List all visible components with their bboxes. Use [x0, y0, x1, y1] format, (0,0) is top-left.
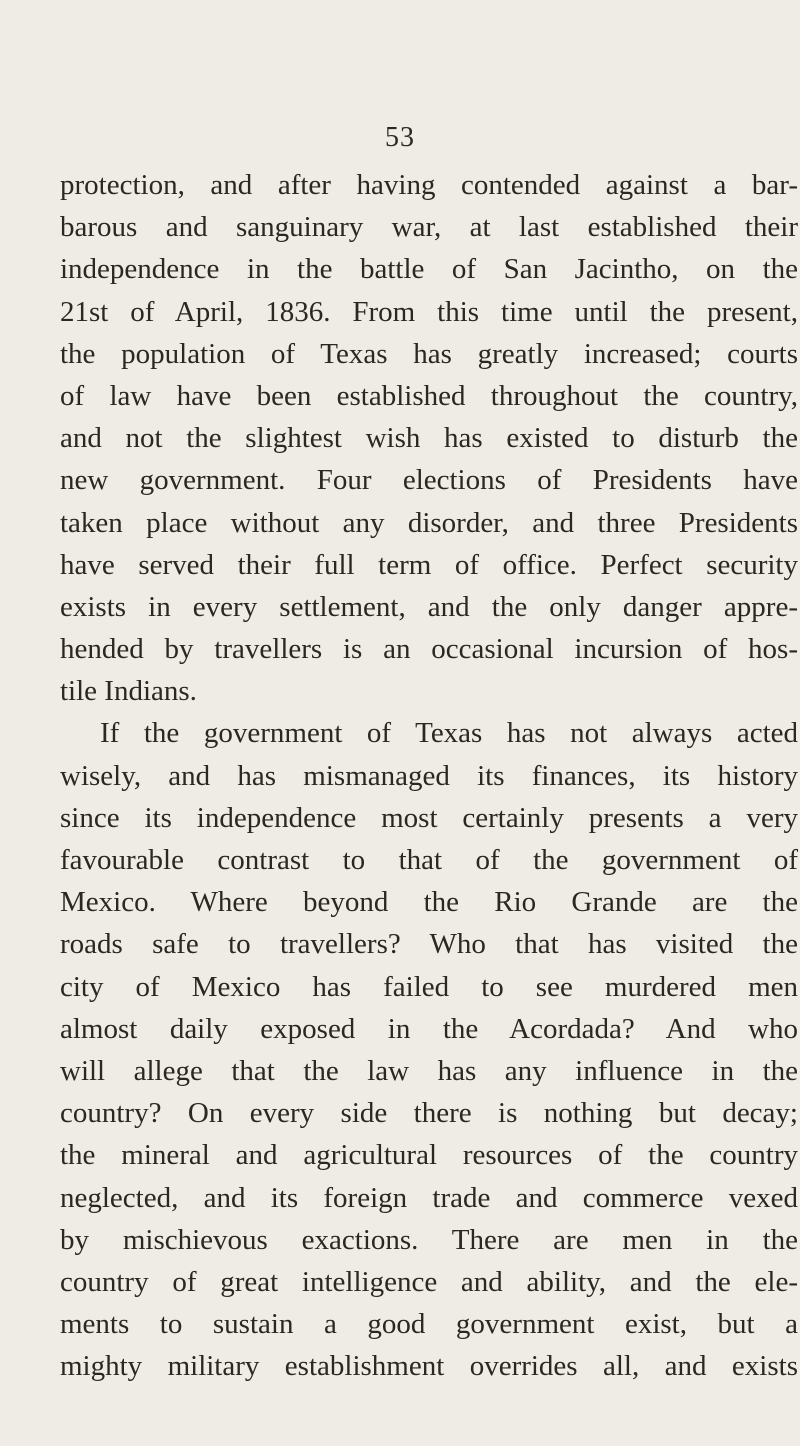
text-line: Mexico. Where beyond the Rio Grande are the [60, 886, 798, 919]
paragraph-end-line: tile Indians. [60, 675, 197, 708]
text-line: independence in the battle of San Jacintho, on the [60, 253, 798, 286]
text-line: the mineral and agricultural resources of the country [60, 1139, 798, 1172]
text-line: since its independence most certainly presents a very [60, 801, 798, 834]
text-line: new government. Four elections of Presidents have [60, 464, 798, 497]
text-line: taken place without any disorder, and three Presidents [60, 506, 798, 539]
text-line: city of Mexico has failed to see murdered men [60, 970, 798, 1003]
text-line: exists in every settlement, and the only danger appre- [60, 590, 798, 623]
text-line: mighty military establishment overrides all, and exists [60, 1350, 798, 1383]
page-number: 53 [385, 122, 415, 153]
text-line: neglected, and its foreign trade and commerce vexed [60, 1181, 798, 1214]
text-line: will allege that the law has any influence in the [60, 1054, 798, 1087]
text-line: country? On every side there is nothing but decay; [60, 1097, 798, 1130]
text-line: barous and sanguinary war, at last established their [60, 211, 798, 244]
text-line: roads safe to travellers? Who that has visited the [60, 928, 798, 961]
text-line: ments to sustain a good government exist, but a [60, 1308, 798, 1341]
text-line: of law have been established throughout the country, [60, 379, 798, 412]
text-line: 21st of April, 1836. From this time until the present, [60, 295, 798, 328]
paragraph-first-line: If the government of Texas has not always acted [100, 717, 798, 750]
text-line: favourable contrast to that of the government of [60, 844, 798, 876]
text-line: wisely, and has mismanaged its finances, its history [60, 759, 798, 792]
text-line: by mischievous exactions. There are men in the [60, 1223, 798, 1256]
body-text [60, 164, 798, 1387]
text-line: and not the slightest wish has existed to disturb the [60, 422, 798, 455]
text-line: have served their full term of office. Perfect security [60, 548, 798, 581]
text-line: country of great intelligence and ability, and the ele- [60, 1265, 798, 1298]
text-line: protection, and after having contended against a bar- [60, 169, 798, 201]
text-line: almost daily exposed in the Acordada? And who [60, 1012, 798, 1045]
text-line: hended by travellers is an occasional incursion of hos- [60, 633, 798, 666]
text-line: the population of Texas has greatly increased; courts [60, 337, 798, 370]
